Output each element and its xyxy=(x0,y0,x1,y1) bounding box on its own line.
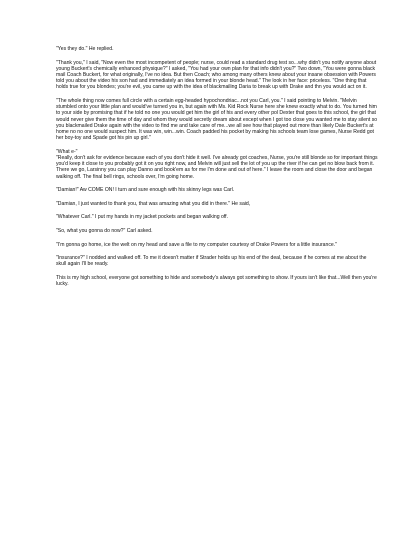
paragraph: "Yes they do." He replied. xyxy=(56,46,114,52)
paragraph: "The whole thing now comes full circle with a certain egg-headed hypochondriac...not you Carl, you." I said pointing to Melvin. "Melvin stumbled onto your little plan and would've turned you in, but again with Ms. Kid Rock Nurse here she knew exactly what to do. You turned him to your side by promising that if he told no one you would get him the girl of his and every other pol Dexter that goes to this school, the girl that would never give them the time of day and whom they would secretly dream about except when I got too close you wanted me to stay silent so you blackmailed Drake again with the video to find me and take care of me...we all see how that played out more than likely Dale Buckert's at home no no one would suspect him. It was win, win...win. Coach padded his pocket by making his schools team lose games, Nurse Redd got her boy-toy and Spade got his pin up girl." xyxy=(56,98,378,142)
paragraph: "I'm gonna go home, ice the welt on my head and save a file to my computer courtesy of Drake Powers for a little insurance." xyxy=(56,241,337,248)
paragraph: "What e-" "Really, don't ask for evidence because each of you don't hide it well. I've already got coaches, Nurse, you're still blonde so for important things you'd keep it close to you probably got it on you right now, and Melvin will just sell the lot of you up the river if he can get no blow back from it. There we go, Larsinny you can play Danno and book'em as for me I'm done and out of here." I leave the room and close the door and began walking off. The final bell rings, schools over, I'm going home. xyxy=(56,148,378,180)
paragraph: "Thank you," I said, "Now even the most incompetent of people; nurse, could read a standard drug test so...why didn't you notify anyone about young Buckert's chemically enhanced physique?" I asked, "You had your own plan for that info didn't you?" Two down, "You were gonna black mail Coach Buckert, for what originally, I've no idea. But then Coach; who among many others knew about your insane obsession with Powers told you about the video his son had and immediately an idea formed in your blonde head." The look in her face: priceless. "One thing that holds true for you blondes; you're evil, you came up with the idea of blackmailing Daria to break up with Drake and thn you would act on it. xyxy=(56,59,377,91)
paragraph: "So, what you gonna do now?" Carl asked. xyxy=(56,228,153,234)
paragraph: This is my high school, everyone got something to hide and somebody's always got something to show. If yours isn't like that...Well then you're lucky. xyxy=(56,274,377,288)
paragraph: "Whatever Carl." I put my hands in my jacket pockets and began walking off. xyxy=(56,214,228,221)
paragraph: "Damian, I just wanted to thank you, that was amazing what you did in there." He said, xyxy=(56,200,251,207)
paragraph: "Damian!" Aw COME ON! I turn and sure enough with his skinny legs was Carl. xyxy=(56,187,235,194)
paragraph: "Insurance?" I nodded and walked off. To me it doesn't matter if Strader holds up his end of the deal, because if he comes at me about the skull again I'll be ready. xyxy=(56,255,367,268)
document-body xyxy=(56,46,378,295)
